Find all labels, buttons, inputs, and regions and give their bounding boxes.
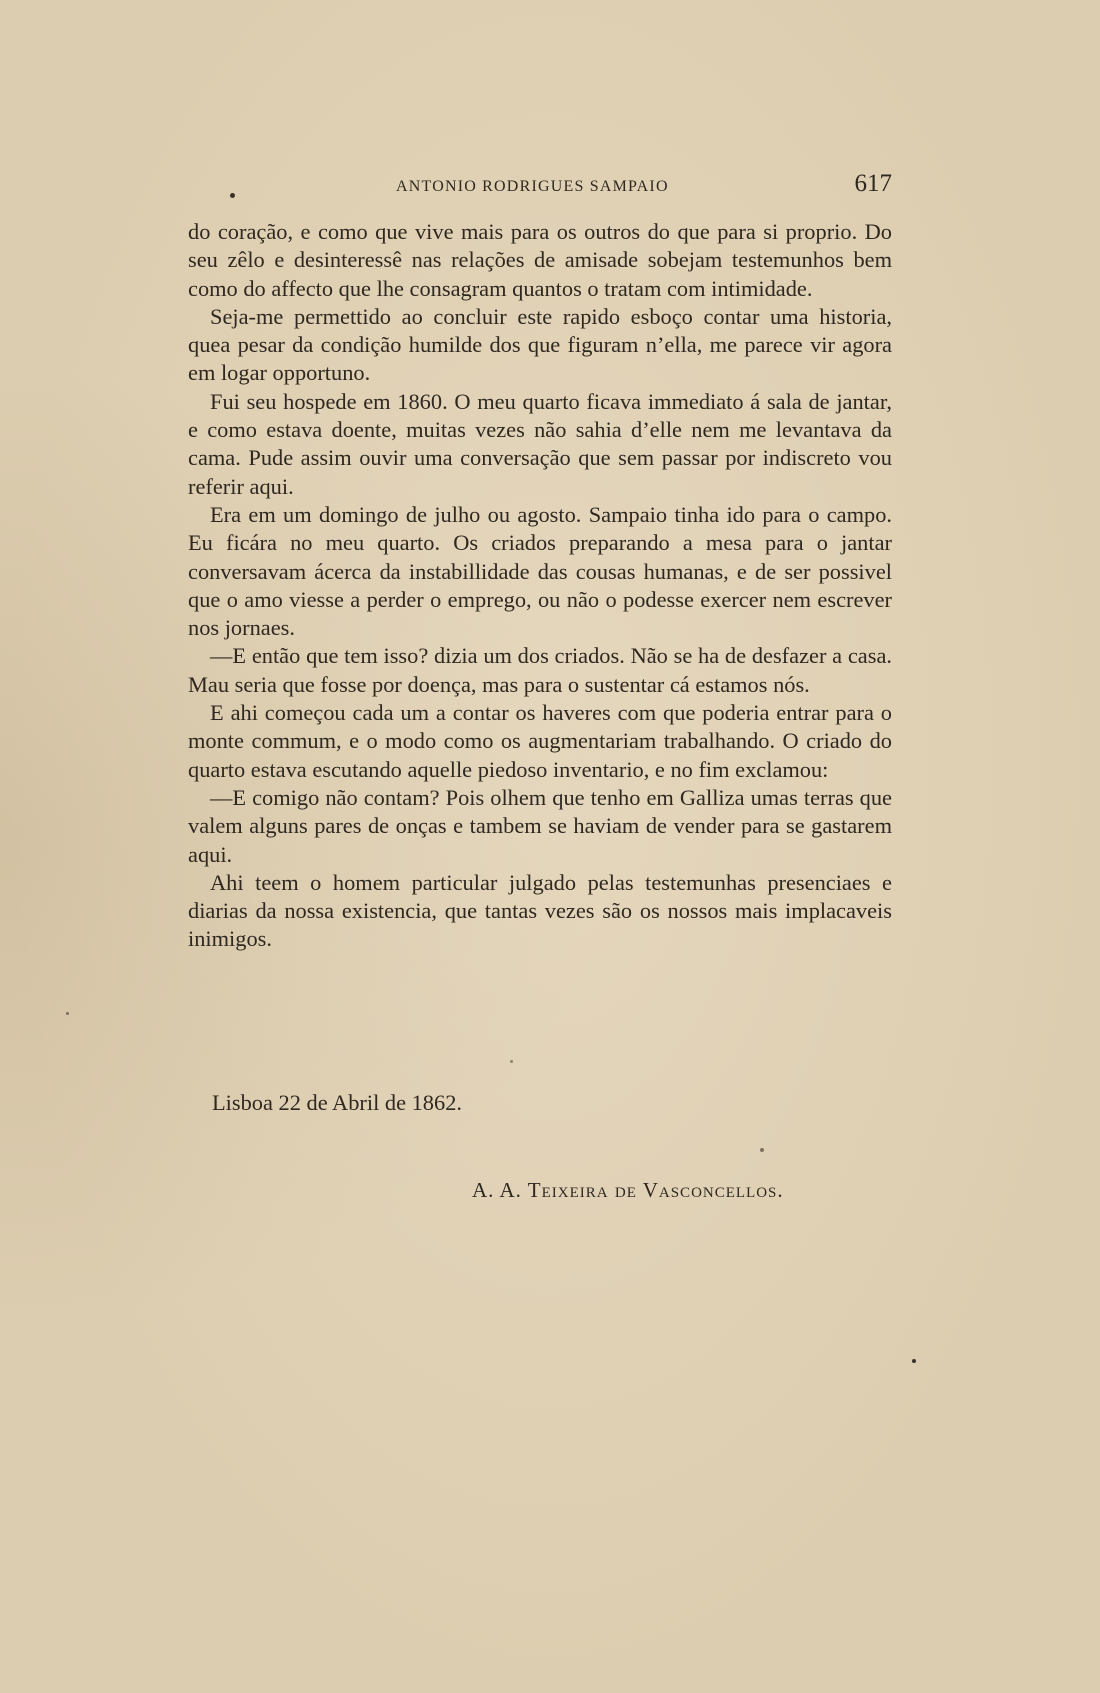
paragraph-1: do coração, e como que vive mais para os outros do que para si proprio. Do seu zêlo e desinteressê nas relações de amisade sobejam testemunhos bem como do affecto que lhe consagram quantos o tratam com intimidade. (188, 219, 892, 301)
paragraph-2: Seja-me permettido ao concluir este rapido esboço contar uma historia, quea pesar da condição humilde dos que figuram n’ella, me parece vir agora em logar opportuno. (188, 303, 892, 386)
paragraph-3: Fui seu hospede em 1860. O meu quarto ficava immediato á sala de jantar, e como estava doente, muitas vezes não sahia d’elle nem me levantava da cama. Pude assim ouvir uma conversação que sem passar por indiscreto vou referir aqui. (188, 388, 892, 499)
paragraph-5: —E então que tem isso? dizia um dos criados. Não se ha de desfazer a casa. Mau seria que fosse por doença, mas para o sustentar cá estamos nós. (188, 643, 892, 697)
paragraph-8: Ahi teem o homem particular julgado pelas testemunhas presenciaes e diarias da nossa existencia, que tantas vezes são os nossos mais implacaveis inimigos. (188, 869, 892, 952)
body-text (188, 218, 892, 954)
paragraph-7: —E comigo não contam? Pois olhem que tenho em Galliza umas terras que valem alguns pares de onças e tambem se haviam de vender para se gastarem aqui. (188, 784, 892, 867)
paper-speck (230, 193, 235, 198)
author-signature: A. A. Teixeira de Vasconcellos. (472, 1178, 784, 1202)
running-title: ANTONIO RODRIGUES SAMPAIO (396, 178, 669, 195)
paper-speck (510, 1060, 513, 1063)
paper-speck (912, 1359, 916, 1363)
page-number: 617 (854, 170, 892, 197)
running-head (188, 168, 892, 208)
paragraph-6: E ahi começou cada um a contar os haveres com que poderia entrar para o monte commum, e o modo como os augmentariam trabalhando. O criado do quarto estava escutando aquelle piedoso inventario, e no fim exclamou: (188, 700, 892, 782)
paper-speck (66, 1012, 69, 1015)
paper-speck (760, 1148, 764, 1152)
paragraph-4: Era em um domingo de julho ou agosto. Sampaio tinha ido para o campo. Eu ficára no meu quarto. Os criados preparando a mesa para o jantar conversavam ácerca da instabillidade das cousas humanas, e de ser possivel que o amo viesse a perder o emprego, ou não o podesse exercer nem escrever nos jornaes. (188, 501, 892, 641)
dateline: Lisboa 22 de Abril de 1862. (212, 1090, 462, 1115)
